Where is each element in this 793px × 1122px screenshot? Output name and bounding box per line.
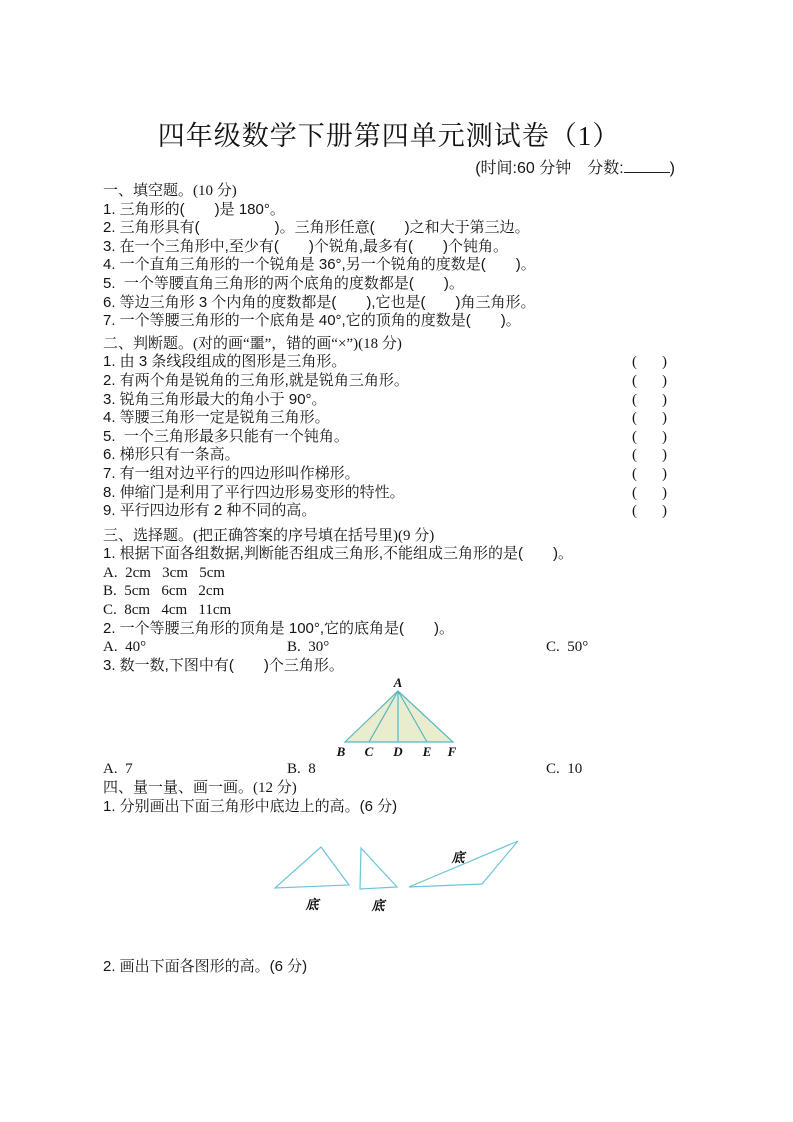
answer-brackets: ( ) (632, 372, 669, 389)
answer-brackets: ( ) (632, 354, 669, 371)
judge-item-6 (103, 446, 675, 465)
judge-item-1 (103, 353, 675, 372)
score-blank (624, 158, 670, 173)
info-prefix: (时间:60 分钟 分数: (475, 160, 624, 177)
judge-item-9 (103, 502, 675, 521)
choice-q2-option-a: A. 40° (103, 639, 147, 656)
answer-brackets: ( ) (632, 465, 669, 482)
judge-text: 4. 等腰三角形一定是锐角三角形。 (103, 409, 330, 427)
vertex-label-c: C (364, 744, 374, 760)
vertex-label-f: F (447, 744, 457, 760)
choice-q3-option-c: C. 10 (546, 761, 583, 778)
judge-item-2 (103, 372, 675, 391)
answer-brackets: ( ) (632, 503, 669, 520)
answer-brackets: ( ) (632, 484, 669, 501)
base-label-1: 底 (305, 897, 319, 913)
choice-q2-option-c: C. 50° (546, 639, 589, 656)
draw-q2-text: 2. 画出下面各图形的高。(6 分) (103, 958, 308, 976)
count-triangles-figure (330, 675, 675, 760)
right-triangle-shape (360, 848, 397, 889)
draw-height-triangles-figure (265, 836, 675, 918)
answer-brackets: ( ) (632, 410, 669, 427)
answer-brackets: ( ) (632, 428, 669, 445)
fill-item-1: 1. 三角形的( )是 180°。 (103, 200, 285, 218)
judge-item-7 (103, 465, 675, 484)
draw-q1-text: 1. 分别画出下面三角形中底边上的高。(6 分) (103, 797, 398, 815)
main-triangle-shape (345, 691, 453, 742)
judge-item-5 (103, 428, 675, 447)
choice-q3-text: 3. 数一数,下图中有( )个三角形。 (103, 656, 344, 674)
section3-heading: 三、选择题。(把正确答案的序号填在括号里)(9 分) (103, 527, 435, 544)
vertex-label-a: A (393, 675, 403, 691)
fill-item-4: 4. 一个直角三角形的一个锐角是 36°,另一个锐角的度数是( )。 (103, 256, 536, 274)
base-label-2: 底 (371, 898, 385, 914)
acute-triangle-shape (275, 847, 349, 888)
info-suffix: ) (669, 160, 675, 177)
base-label-3: 底 (451, 850, 465, 866)
choice-q1-text: 1. 根据下面各组数据,判断能否组成三角形,不能组成三角形的是( )。 (103, 545, 574, 563)
section2-heading: 二、判断题。(对的画“噩”，错的画“×”)(18 分) (103, 335, 402, 352)
fill-item-3: 3. 在一个三角形中,至少有( )个锐角,最多有( )个钝角。 (103, 237, 508, 255)
judge-text: 9. 平行四边形有 2 种不同的高。 (103, 502, 317, 520)
choice-q1-option-c: C. 8cm 4cm 11cm (103, 602, 232, 619)
judge-text: 7. 有一组对边平行的四边形叫作梯形。 (103, 464, 360, 482)
choice-q1-option-b: B. 5cm 6cm 2cm (103, 583, 225, 600)
choice-q3-option-a: A. 7 (103, 761, 133, 778)
judge-item-4 (103, 409, 675, 428)
choice-q2-text: 2. 一个等腰三角形的顶角是 100°,它的底角是( )。 (103, 619, 455, 637)
vertex-label-e: E (422, 744, 432, 760)
fill-item-7: 7. 一个等腰三角形的一个底角是 40°,它的顶角的度数是( )。 (103, 312, 521, 330)
judge-text: 5. 一个三角形最多只能有一个钝角。 (103, 427, 349, 445)
page-title: 四年级数学下册第四单元测试卷（1） (157, 121, 621, 151)
fill-item-6: 6. 等边三角形 3 个内角的度数都是( ),它也是( )角三角形。 (103, 293, 536, 311)
judge-item-8 (103, 484, 675, 503)
judge-text: 3. 锐角三角形最大的角小于 90°。 (103, 390, 327, 408)
fill-item-2: 2. 三角形具有( )。三角形任意( )之和大于第三边。 (103, 219, 530, 237)
judge-text: 6. 梯形只有一条高。 (103, 446, 240, 464)
fill-item-5: 5. 一个等腰直角三角形的两个底角的度数都是( )。 (103, 274, 464, 292)
judge-text: 8. 伸缩门是利用了平行四边形易变形的特性。 (103, 483, 405, 501)
vertex-label-d: D (393, 744, 403, 760)
judge-text: 2. 有两个角是锐角的三角形,就是锐角三角形。 (103, 371, 409, 389)
answer-brackets: ( ) (632, 391, 669, 408)
answer-brackets: ( ) (632, 447, 669, 464)
judge-text: 1. 由 3 条线段组成的图形是三角形。 (103, 353, 347, 371)
time-score-line (103, 156, 675, 182)
section1-heading: 一、填空题。(10 分) (103, 183, 237, 199)
choice-q2-options (103, 638, 675, 657)
choice-q3-options (103, 760, 675, 779)
vertex-label-b: B (336, 744, 346, 760)
choice-q1-option-a: A. 2cm 3cm 5cm (103, 564, 226, 581)
choice-q3-option-b: B. 8 (287, 761, 316, 778)
section4-heading: 四、量一量、画一画。(12 分) (103, 780, 297, 797)
choice-q2-option-b: B. 30° (287, 639, 330, 656)
judge-item-3 (103, 391, 675, 410)
